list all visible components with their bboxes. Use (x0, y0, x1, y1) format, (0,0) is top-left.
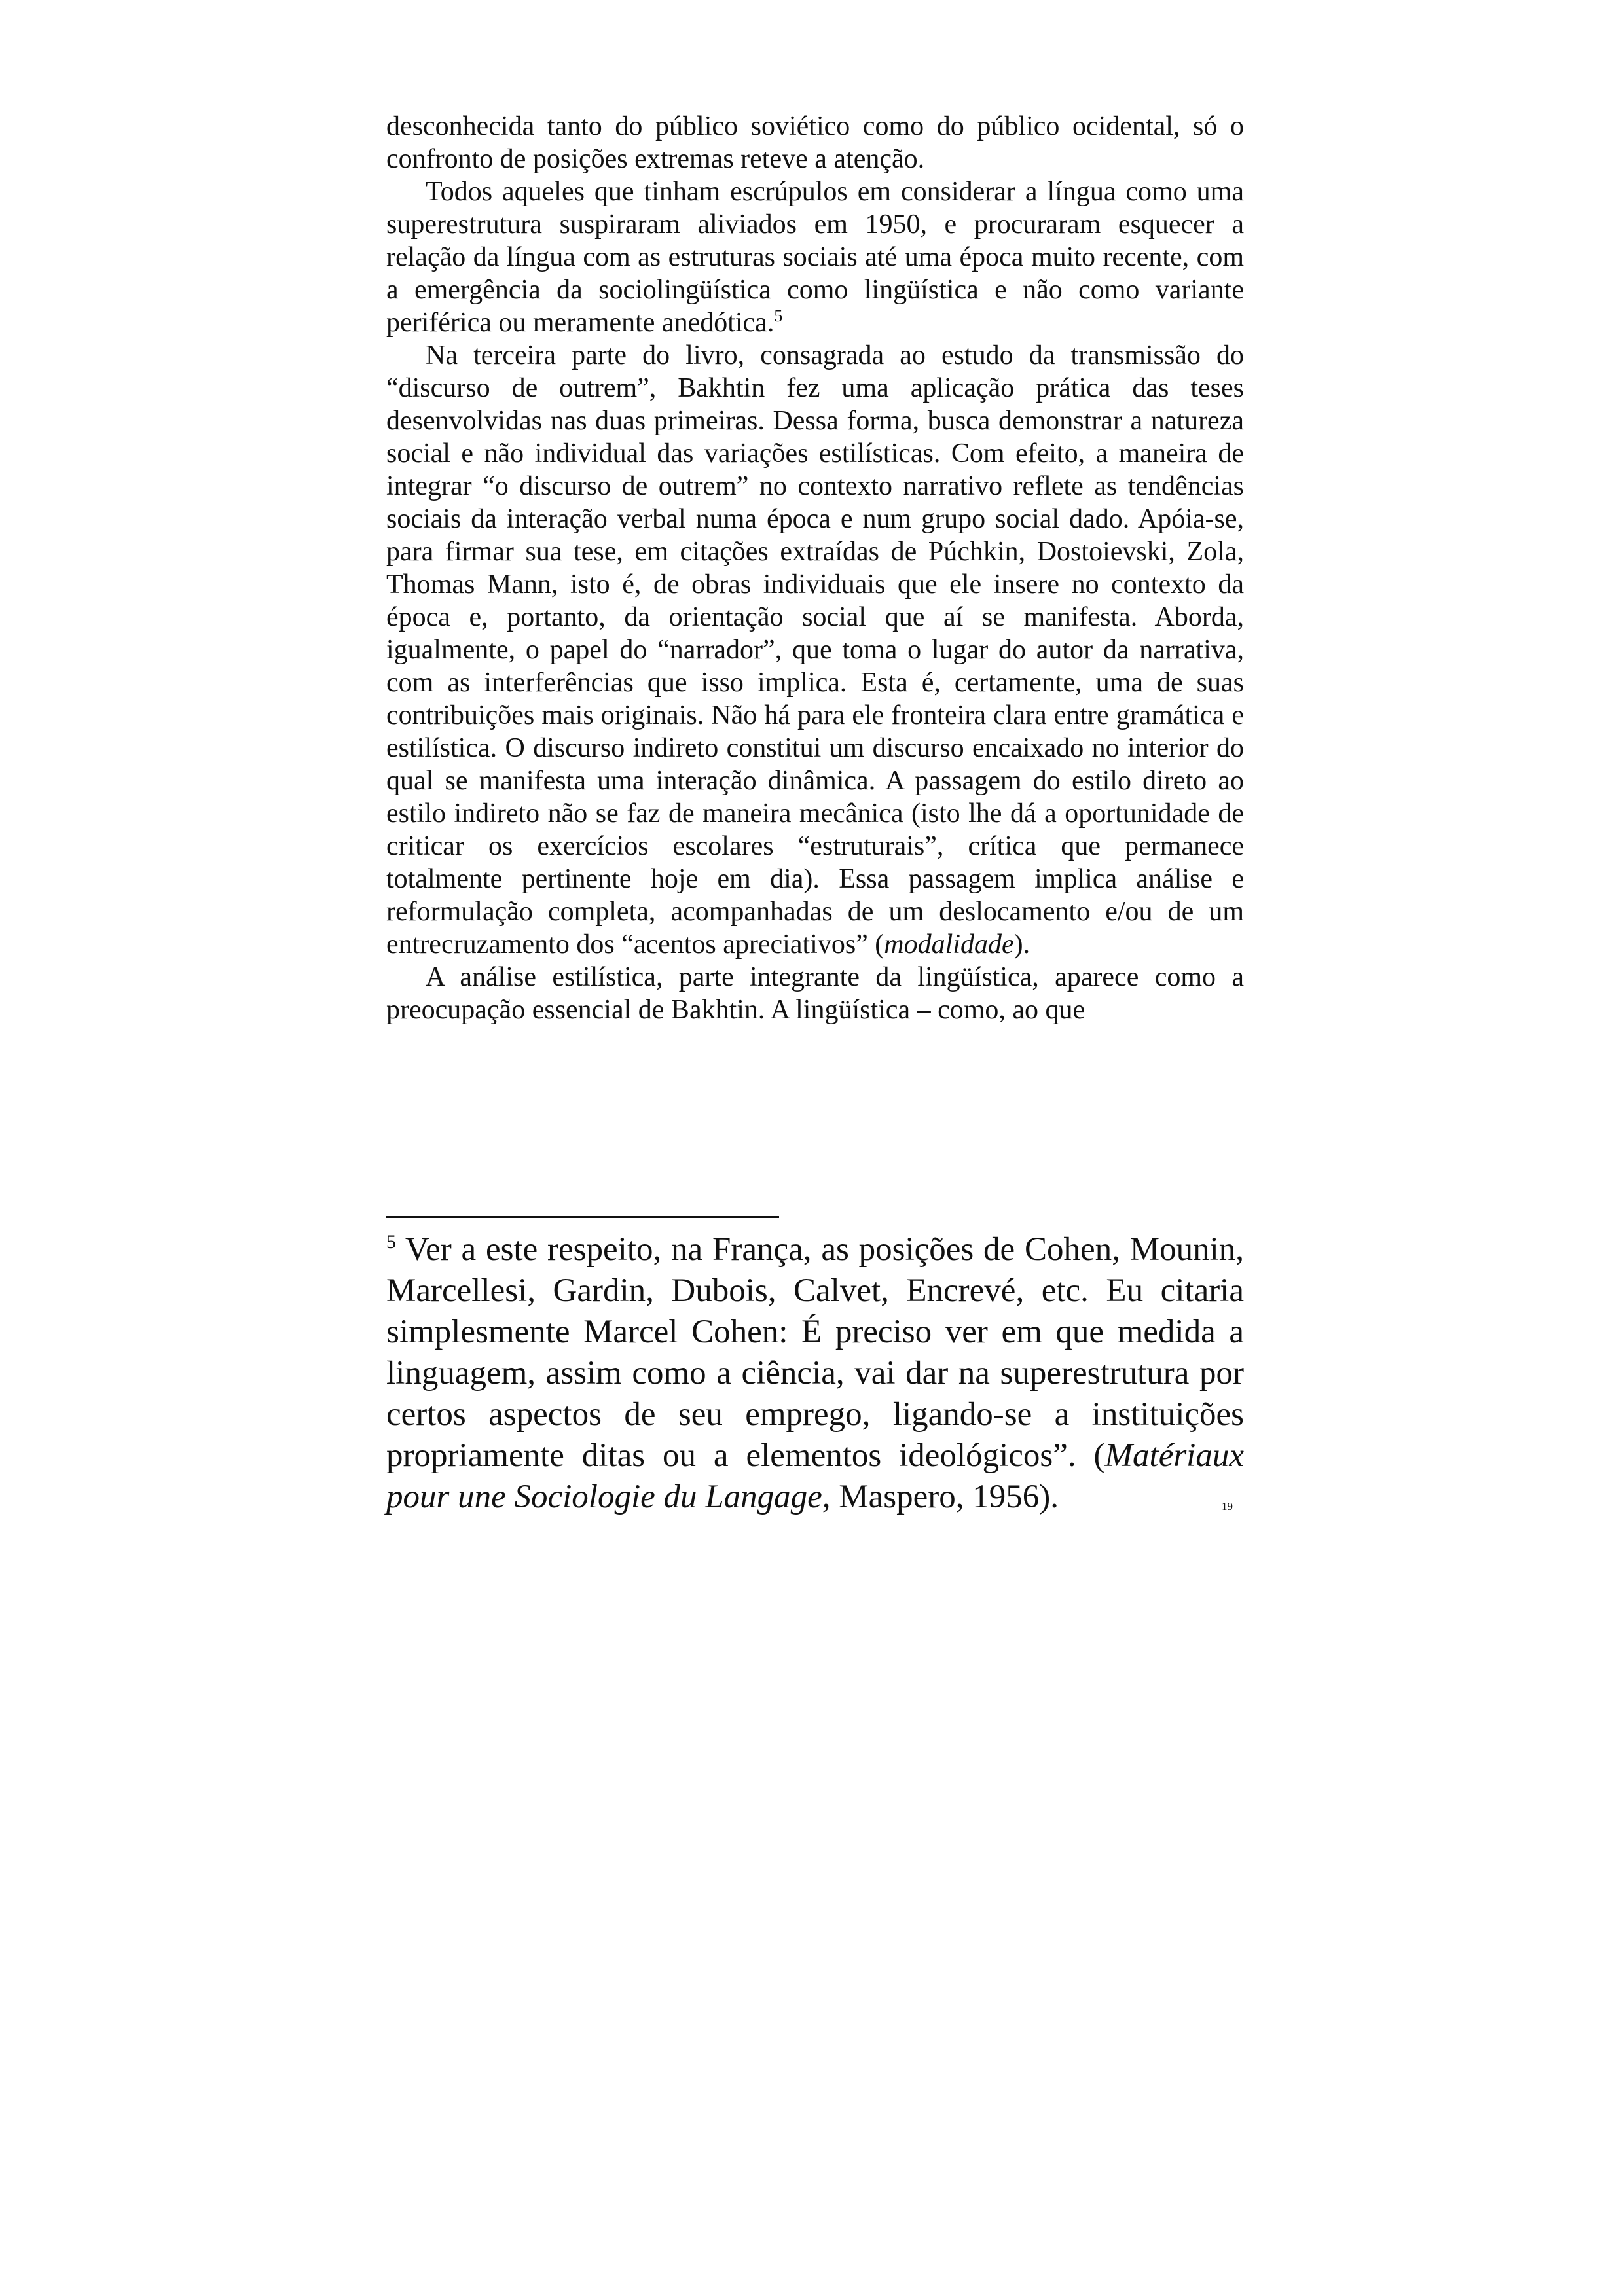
footnote-text: Ver a este respeito, na França, as posições de Cohen, Mounin, Marcellesi, Gardin, Dubois, Calvet, Encrevé, etc. Eu citaria simplesmente Marcel Cohen: É preciso ver em que medida a linguagem, assim como a ciência, vai dar na superestrutura por certos aspectos de seu emprego, ligando-se a instituições propriamente ditas ou a elementos ideológicos”. ( (386, 1231, 1244, 1474)
paragraph-3-after: ). (1013, 929, 1030, 960)
footnote-separator (386, 1216, 779, 1218)
paragraph-1 (386, 110, 1244, 175)
paragraph-2-text: Todos aqueles que tinham escrúpulos em considerar a língua como uma superestrutura suspiraram aliviados em 1950, e procuraram esquecer a relação da língua com as estruturas sociais até uma época muito recente, com a emergência da sociolingüística como lingüística e não como variante periférica ou meramente anedótica. (386, 177, 1244, 338)
footnote (386, 1229, 1244, 1518)
paragraph-2 (386, 175, 1244, 339)
paragraph-1-text: desconhecida tanto do público soviético como do público ocidental, só o confronto de posições extremas reteve a atenção. (386, 111, 1244, 174)
paragraph-3-italic: modalidade (884, 929, 1014, 960)
page-number: 19 (1222, 1500, 1233, 1513)
paragraph-3 (386, 339, 1244, 961)
footnote-number: 5 (386, 1231, 396, 1253)
paragraph-4-text: A análise estilística, parte integrante da lingüística, aparece como a preocupação essencial de Bakhtin. A lingüística – como, ao que (386, 962, 1244, 1025)
paragraph-4 (386, 961, 1244, 1026)
footnote-reference: 5 (774, 306, 783, 325)
body-text (386, 110, 1244, 1026)
paragraph-3-text: Na terceira parte do livro, consagrada ao estudo da transmissão do “discurso de outrem”, Bakhtin fez uma aplicação prática das teses desenvolvidas nas duas primeiras. Dessa forma, busca demonstrar a natureza social e não individual das variações estilísticas. Com efeito, a maneira de integrar “o discurso de outrem” no contexto narrativo reflete as tendências sociais da interação verbal numa época e num grupo social dado. Apóia-se, para firmar sua tese, em citações extraídas de Púchkin, Dostoievski, Zola, Thomas Mann, isto é, de obras individuais que ele insere no contexto da época e, portanto, da orientação social que aí se manifesta. Aborda, igualmente, o papel do “narrador”, que toma o lugar do autor da narrativa, com as interferências que isso implica. Esta é, certamente, uma de suas contribuições mais originais. Não há para ele fronteira clara entre gramática e estilística. O discurso indireto constitui um discurso encaixado no interior do qual se manifesta uma interação dinâmica. A passagem do estilo direto ao estilo indireto não se faz de maneira mecânica (isto lhe dá a oportunidade de criticar os exercícios escolares “estruturais”, crítica que permanece totalmente pertinente hoje em dia). Essa passagem implica análise e reformulação completa, acompanhadas de um deslocamento e/ou de um entrecruzamento dos “acentos apreciativos” ( (386, 340, 1244, 960)
footnote-after: , Maspero, 1956). (822, 1479, 1059, 1515)
footnote-italic-title: Matériaux pour une Sociologie du Langage (386, 1437, 1244, 1515)
